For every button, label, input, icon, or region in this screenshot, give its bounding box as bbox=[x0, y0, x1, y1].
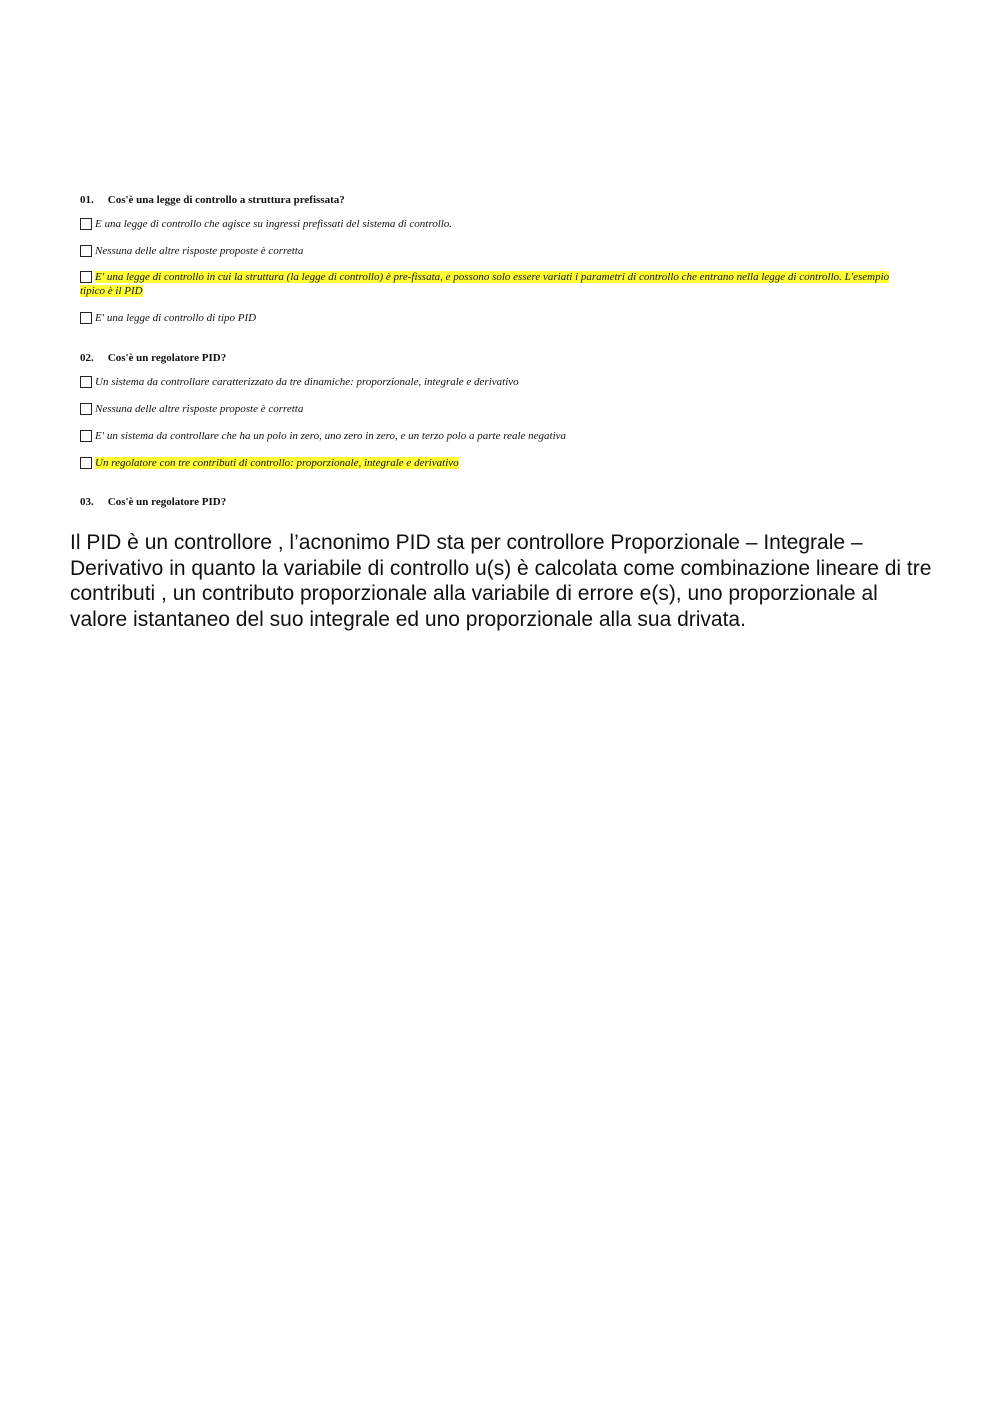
q1-option-4[interactable] bbox=[80, 311, 256, 325]
checkbox-icon[interactable] bbox=[80, 218, 92, 230]
q1-option-1-text: E una legge di controllo che agisce su ingressi prefissati del sistema di controllo. bbox=[95, 218, 453, 230]
q2-option-4[interactable] bbox=[80, 456, 459, 470]
question-2-heading bbox=[80, 352, 226, 364]
question-1-number: 01. bbox=[80, 194, 94, 206]
q1-option-2-text: Nessuna delle altre risposte proposte è corretta bbox=[95, 245, 304, 257]
q1-option-3-text: E' una legge di controllo in cui la struttura (la legge di controllo) è pre-fissata, e possono solo essere variati i parametri di controllo che entrano nella legge di controllo. L'esempio tipico è il PID bbox=[80, 271, 890, 297]
question-1-heading bbox=[80, 194, 345, 206]
q2-option-2[interactable] bbox=[80, 402, 303, 416]
open-answer-text: Il PID è un controllore , l’acnonimo PID sta per controllore Proporzionale – Integrale – Derivativo in quanto la variabile di controllo u(s) è calcolata come combinazione lineare di tre contributi , un contributo proporzionale alla variabile di errore e(s), uno proporzionale al valore istantaneo del suo integrale ed uno proporzionale alla sua drivata. bbox=[70, 531, 932, 631]
checkbox-icon[interactable] bbox=[80, 457, 92, 469]
q1-option-1[interactable] bbox=[80, 217, 452, 231]
checkbox-icon[interactable] bbox=[80, 245, 92, 257]
checkbox-icon[interactable] bbox=[80, 271, 92, 283]
question-3-number: 03. bbox=[80, 496, 94, 508]
checkbox-icon[interactable] bbox=[80, 430, 92, 442]
checkbox-icon[interactable] bbox=[80, 376, 92, 388]
q2-option-1[interactable] bbox=[80, 375, 519, 389]
question-2-text: Cos'è un regolatore PID? bbox=[107, 352, 227, 364]
q2-option-1-text: Un sistema da controllare caratterizzato da tre dinamiche: proporzionale, integrale e derivativo bbox=[95, 376, 519, 388]
q2-option-3-text: E' un sistema da controllare che ha un polo in zero, uno zero in zero, e un terzo polo a parte reale negativa bbox=[95, 430, 567, 442]
q1-option-3[interactable] bbox=[80, 270, 900, 298]
question-1-text: Cos'è una legge di controllo a struttura prefissata? bbox=[107, 194, 345, 206]
q2-option-3[interactable] bbox=[80, 429, 566, 443]
q2-option-4-text: Un regolatore con tre contributi di controllo: proporzionale, integrale e derivativo bbox=[95, 457, 459, 469]
q1-option-4-text: E' una legge di controllo di tipo PID bbox=[95, 312, 257, 324]
q2-option-2-text: Nessuna delle altre risposte proposte è corretta bbox=[95, 403, 304, 415]
q1-option-2[interactable] bbox=[80, 244, 303, 258]
question-3-heading bbox=[80, 496, 226, 508]
question-3-text: Cos'è un regolatore PID? bbox=[107, 496, 227, 508]
question-2-number: 02. bbox=[80, 352, 94, 364]
checkbox-icon[interactable] bbox=[80, 312, 92, 324]
checkbox-icon[interactable] bbox=[80, 403, 92, 415]
